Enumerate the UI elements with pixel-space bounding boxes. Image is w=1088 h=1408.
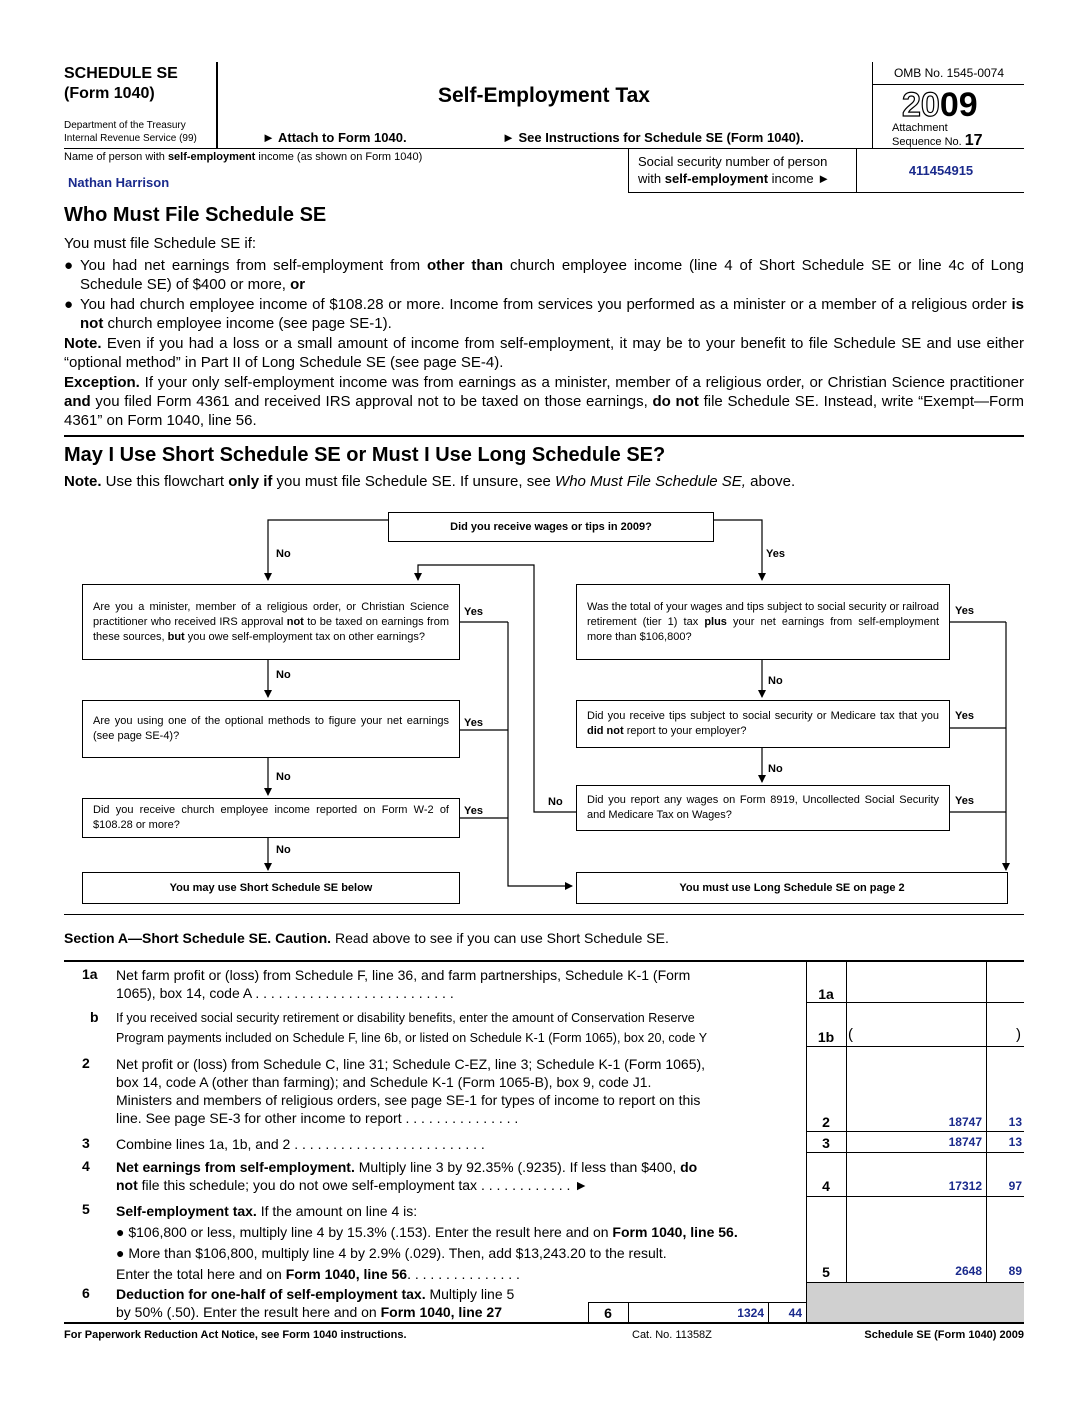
tax-year-bold: 09 (939, 86, 978, 124)
line-5-dollars[interactable]: 2648 (955, 1264, 982, 1278)
flow-label-yes-top: Yes (766, 548, 785, 560)
ssn-value[interactable]: 411454915 (908, 163, 974, 178)
line-4-cents[interactable]: 97 (1008, 1179, 1022, 1193)
line-1a-text: Net farm profit or (loss) from Schedule F, line 36, and farm partnerships, Schedule K-1 (Form 1065), box 14, code A . . . . . . . . . . . . . . . . . . . . . . . . . . (116, 967, 691, 1001)
line-1b-paren-close: ) (1016, 1026, 1021, 1043)
who-must-file-exception: Exception. If your only self-employment income was from earnings as a minister, member of a religious order, or Christian Science practitioner and you filed Form 4361 and received IRS approval not to be taxed on those earnings, do not file Schedule SE. Instead, write “Exempt—Form 4361” on Form 1040, line 56. (64, 374, 1024, 429)
dept-irs: Internal Revenue Service (99) (64, 133, 197, 144)
flow-label-no-tips: No (768, 763, 783, 775)
row-rule-3 (806, 1152, 1024, 1153)
line-5-text: Self-employment tax. If the amount on line 4 is: ● $106,800 or less, multiply line 4 by 15.3% (.153). Enter the result here and on Form 1040, line 56. ● More than $106,800, multiply line 4 by 2.9% (.029). Then, add $13,243.20 to the result. Enter the total here and on Form 1040, line 56. . . . . . . . . . . . . . . (116, 1203, 738, 1282)
who-must-file-bullet-2: ● You had church employee income of $108.28 or more. Income from services you performed as a minister or a member of a religious order is not church employee income (see page SE-1). (64, 296, 1024, 332)
line-6-cents-left (768, 1302, 769, 1322)
flow-label-no-8919: No (548, 796, 563, 808)
line-3-text: Combine lines 1a, 1b, and 2 . . . . . . . . . . . . . . . . . . . . . . . . . (116, 1136, 485, 1152)
flow-label-yes-optional: Yes (464, 717, 483, 729)
flow-label-yes-wages: Yes (955, 605, 974, 617)
section-rule-2 (64, 914, 1024, 915)
line-1a-box: 1a (818, 986, 834, 1002)
section-a-bottom-rule (64, 1322, 1024, 1324)
line-2-box: 2 (822, 1114, 830, 1130)
row-rule-4 (806, 1196, 1024, 1197)
line-2-text: Net profit or (loss) from Schedule C, line 31; Schedule C-EZ, line 3; Schedule K-1 (Form 1065), box 14, code A (other than farming); and Schedule K-1 (Form 1065-B), box 9, code J1. Ministers and members of religious orders, see page SE-1 for types of income to report on this line. See page SE-3 for other income to report . . . . . . . . . . . . . . . (116, 1056, 706, 1126)
may-i-note: Note. Use this flowchart only if you must file Schedule SE. If unsure, see Who Must File Schedule SE, above. (64, 473, 796, 490)
omb-number: OMB No. 1545-0074 (893, 66, 1005, 80)
footer-form-id: Schedule SE (Form 1040) 2009 (864, 1329, 1024, 1341)
line-1b-text: If you received social security retirement or disability benefits, enter the amount of Conservation Reserve Program payments included on Schedule F, line 6b, or listed on Schedule K-1 (Form 1065), box 20, code Y (116, 1011, 708, 1045)
who-must-file-intro: You must file Schedule SE if: (64, 235, 257, 252)
line-1b-box: 1b (817, 1029, 835, 1045)
row-rule-2 (806, 1131, 1024, 1132)
flow-question-form-8919: Did you report any wages on Form 8919, Uncollected Social Security and Medicare Tax on Wages? (576, 785, 950, 831)
who-must-file-heading: Who Must File Schedule SE (64, 204, 327, 226)
see-instructions: ► See Instructions for Schedule SE (Form 1040). (502, 130, 804, 145)
sequence-number: 17 (964, 132, 983, 149)
flow-label-no-optional: No (276, 771, 291, 783)
line-6-text: Deduction for one-half of self-employment tax. Multiply line 5 by 50% (.50). Enter the result here and on Form 1040, line 27 (116, 1286, 515, 1320)
line-2-number: 2 (82, 1055, 90, 1071)
flow-label-no-wages: No (768, 675, 783, 687)
flow-label-yes-minister: Yes (464, 606, 483, 618)
flow-question-minister: Are you a minister, member of a religious order, or Christian Science practitioner who received IRS approval not to be taxed on earnings from these sources, but you owe self-employment tax on other earnings? (82, 584, 460, 660)
line-1a-amount[interactable] (847, 961, 1023, 1002)
form-number: (Form 1040) (64, 85, 155, 102)
flow-label-yes-tips: Yes (955, 710, 974, 722)
line-4-dollars[interactable]: 17312 (948, 1179, 982, 1193)
flow-question-tips: Did you receive tips subject to social security or Medicare tax that you did not report to your employer? (576, 700, 950, 748)
line-1b-paren-open: ( (848, 1026, 853, 1043)
who-must-file-note: Note. Even if you had a loss or a small amount of income from self-employment, it may be to your benefit to file Schedule SE and use either “optional method” in Part II of Long Schedule SE (see page SE-4). (64, 335, 1024, 371)
col-amount-left (846, 960, 847, 1282)
col-cents-left (986, 960, 987, 1282)
line-6-dollars[interactable]: 1324 (737, 1306, 764, 1320)
taxpayer-name[interactable]: Nathan Harrison (68, 175, 170, 190)
line6-shaded-area (807, 1283, 1024, 1322)
sequence-label: Sequence No. 17 (892, 132, 983, 149)
flow-question-wages-tips: Did you receive wages or tips in 2009? (388, 512, 714, 542)
flow-label-yes-8919: Yes (955, 795, 974, 807)
schedule-name: SCHEDULE SE (64, 65, 178, 82)
row-rule-1b (806, 1046, 1024, 1047)
line-3-number: 3 (82, 1135, 90, 1151)
line-3-box: 3 (822, 1135, 830, 1151)
attach-instruction: ► Attach to Form 1040. (262, 130, 407, 145)
flow-label-no-church: No (276, 844, 291, 856)
line-5-cents[interactable]: 89 (1008, 1264, 1022, 1278)
flow-label-no-top: No (276, 548, 291, 560)
flow-result-long: You must use Long Schedule SE on page 2 (576, 872, 1008, 904)
line-4-box: 4 (822, 1178, 830, 1194)
line-5-box: 5 (822, 1264, 830, 1280)
footer-cat-number: Cat. No. 11358Z (632, 1329, 712, 1341)
flow-question-church: Did you receive church employee income reported on Form W-2 of $108.28 or more? (82, 798, 460, 838)
line-6-cents[interactable]: 44 (788, 1306, 802, 1320)
line-1a-number: 1a (82, 966, 98, 982)
row-rule-5 (806, 1282, 1024, 1283)
row-rule-1a (806, 1002, 1024, 1003)
line-6-box: 6 (604, 1305, 612, 1321)
section-a-title: Section A—Short Schedule SE. Caution. Read above to see if you can use Short Schedule SE. (64, 930, 669, 946)
line-2-dollars[interactable]: 18747 (948, 1115, 982, 1129)
ssn-label: Social security number of person with self-employment income ► (638, 154, 831, 186)
flow-question-wages-total: Was the total of your wages and tips subject to social security or railroad retirement (tier 1) tax plus your net earnings from self-employment more than $106,800? (576, 584, 950, 660)
flow-label-no-minister: No (276, 669, 291, 681)
may-i-heading: May I Use Short Schedule SE or Must I Use Long Schedule SE? (64, 444, 666, 466)
attachment-label: Attachment (892, 122, 948, 134)
line-3-dollars[interactable]: 18747 (948, 1135, 982, 1149)
line-3-cents[interactable]: 13 (1008, 1135, 1022, 1149)
tax-year-outline: 20 (902, 86, 940, 124)
name-field-label: Name of person with self-employment income (as shown on Form 1040) (64, 151, 423, 163)
flow-result-short: You may use Short Schedule SE below (82, 872, 460, 904)
line-4-number: 4 (82, 1158, 90, 1174)
dept-treasury: Department of the Treasury (64, 120, 186, 131)
footer-paperwork-notice: For Paperwork Reduction Act Notice, see Form 1040 instructions. (64, 1329, 407, 1341)
form-title: Self-Employment Tax (438, 84, 650, 107)
line-1b-number: b (90, 1009, 99, 1025)
flow-label-yes-church: Yes (464, 805, 483, 817)
line-4-text: Net earnings from self-employment. Multiply line 3 by 92.35% (.9235). If less than $400, do not file this schedule; you do not owe self-employment tax . . . . . . . . . . . . ► (116, 1159, 698, 1193)
line-6-amount-left (628, 1302, 629, 1322)
line-6-box-top (588, 1302, 806, 1303)
who-must-file-bullet-1: ● You had net earnings from self-employment from other than church employee income (line 4 of Short Schedule SE or line 4c of Long Schedule SE) of $400 or more, or (64, 257, 1024, 293)
line-5-number: 5 (82, 1201, 90, 1217)
flow-question-optional: Are you using one of the optional methods to figure your net earnings (see page SE-4)? (82, 700, 460, 758)
line-6-number: 6 (82, 1285, 90, 1301)
line-2-cents[interactable]: 13 (1008, 1115, 1022, 1129)
